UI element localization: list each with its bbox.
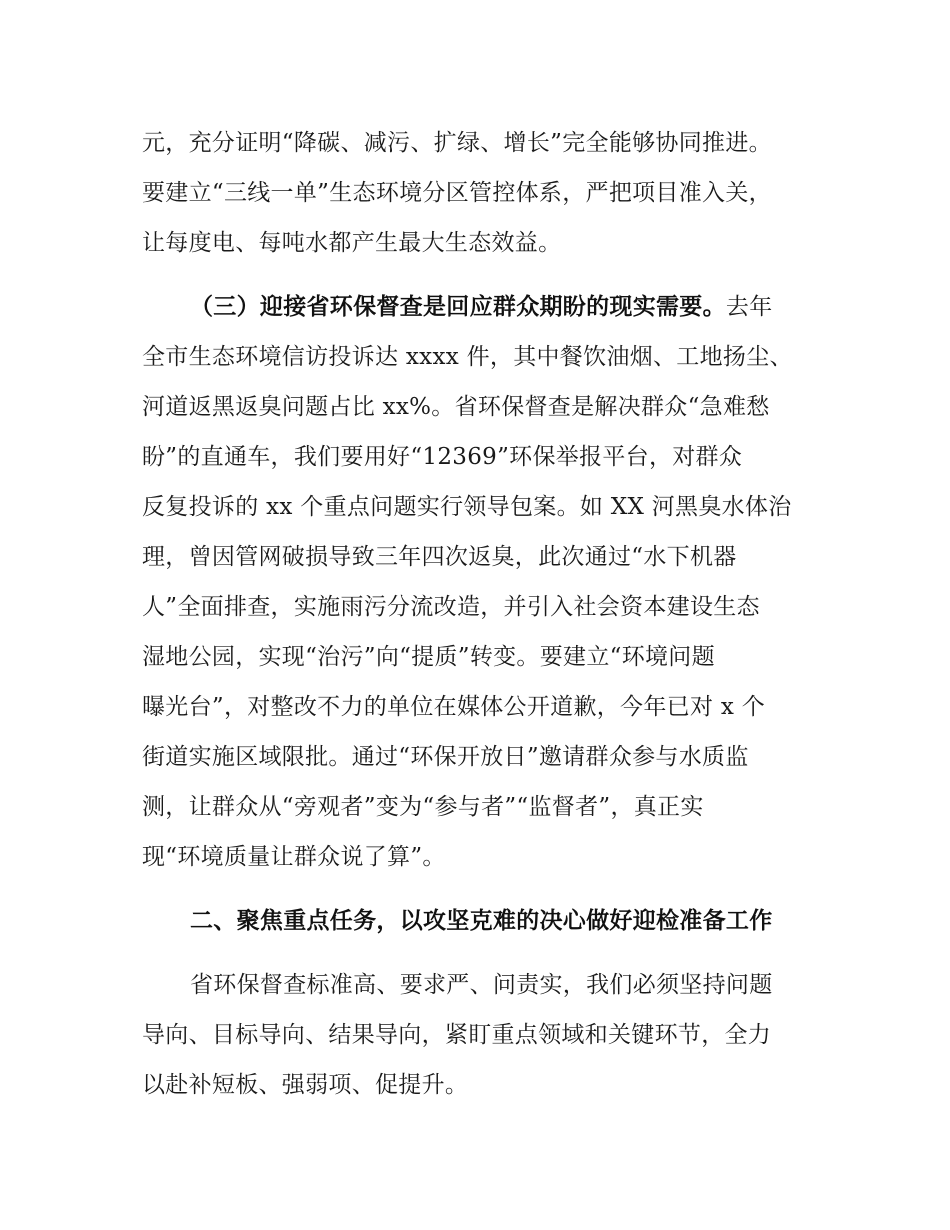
section-three-first-line-rest: 去年 — [725, 294, 773, 320]
paragraph-line: 街道实施区域限批。通过“环保开放日”邀请群众参与水质监 — [142, 744, 749, 770]
paragraph-line: 要建立“三线一单”生态环境分区管控体系，严把项目准入关， — [142, 180, 772, 206]
paragraph-line: 省环保督查标准高、要求严、问责实，我们必须坚持问题 — [190, 972, 773, 998]
section-heading: 二、聚焦重点任务，以攻坚克难的决心做好迎检准备工作 — [190, 908, 773, 934]
paragraph-line: 曝光台”，对整改不力的单位在媒体公开道歉，今年已对 x 个 — [142, 694, 766, 720]
paragraph-line: 以赴补短板、强弱项、促提升。 — [142, 1072, 469, 1098]
paragraph-line: 测，让群众从“旁观者”变为“参与者”“监督者”，真正实 — [142, 794, 704, 820]
paragraph-line: 现“环境质量让群众说了算”。 — [142, 844, 446, 870]
paragraph-line: 盼”的直通车，我们要用好“12369”环保举报平台，对群众 — [142, 444, 743, 470]
section-three-title: （三）迎接省环保督查是回应群众期盼的现实需要。 — [190, 294, 726, 320]
paragraph-line: 让每度电、每吨水都产生最大生态效益。 — [142, 230, 562, 256]
paragraph-line: 人”全面排查，实施雨污分流改造，并引入社会资本建设生态 — [142, 594, 760, 620]
paragraph-line: 湿地公园，实现“治污”向“提质”转变。要建立“环境问题 — [142, 644, 715, 670]
paragraph-line: 全市生态环境信访投诉达 xxxx 件，其中餐饮油烟、工地扬尘、 — [142, 344, 793, 370]
paragraph-line: 河道返黑返臭问题占比 xx%。省环保督查是解决群众“急难愁 — [142, 394, 770, 420]
section-three-first-line — [190, 292, 773, 322]
paragraph-line: 元，充分证明“降碳、减污、扩绿、增长”完全能够协同推进。 — [142, 130, 772, 156]
paragraph-line: 导向、目标导向、结果导向，紧盯重点领域和关键环节，全力 — [142, 1022, 772, 1048]
paragraph-line: 理，曾因管网破损导致三年四次返臭，此次通过“水下机器 — [142, 544, 737, 570]
paragraph-line: 反复投诉的 xx 个重点问题实行领导包案。如 XX 河黑臭水体治 — [142, 494, 792, 520]
